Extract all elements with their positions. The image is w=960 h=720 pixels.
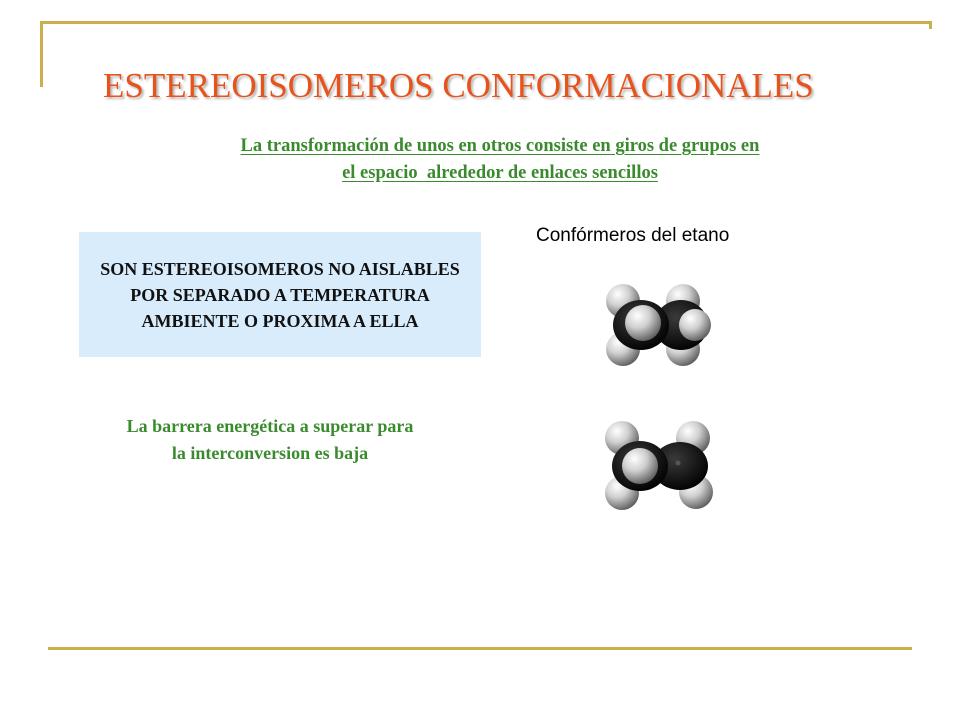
slide-title: ESTEREOISOMEROS CONFORMACIONALES [103,66,814,105]
subtitle-line-2: el espacio alrededor de enlaces sencillos [342,163,658,183]
info-box [79,232,481,357]
slide-subtitle [130,133,870,187]
frame-top-line [40,21,932,24]
info-box-text: SON ESTEREOISOMEROS NO AISLABLES POR SEPARADO A TEMPERATURA AMBIENTE O PROXIMA A ELLA [100,258,460,331]
ethane-conformer-2-icon [596,418,726,518]
ethane-conformer-1-icon [596,276,726,376]
frame-right-line [929,21,932,29]
energy-barrier-text: La barrera energética a superar para la interconversion es baja [126,416,414,463]
subtitle-line-1: La transformación de unos en otros consiste en giros de grupos en [240,136,760,156]
conformers-caption: Confórmeros del etano [536,225,730,246]
frame-left-line [40,21,43,87]
frame-bottom-line [48,647,912,650]
